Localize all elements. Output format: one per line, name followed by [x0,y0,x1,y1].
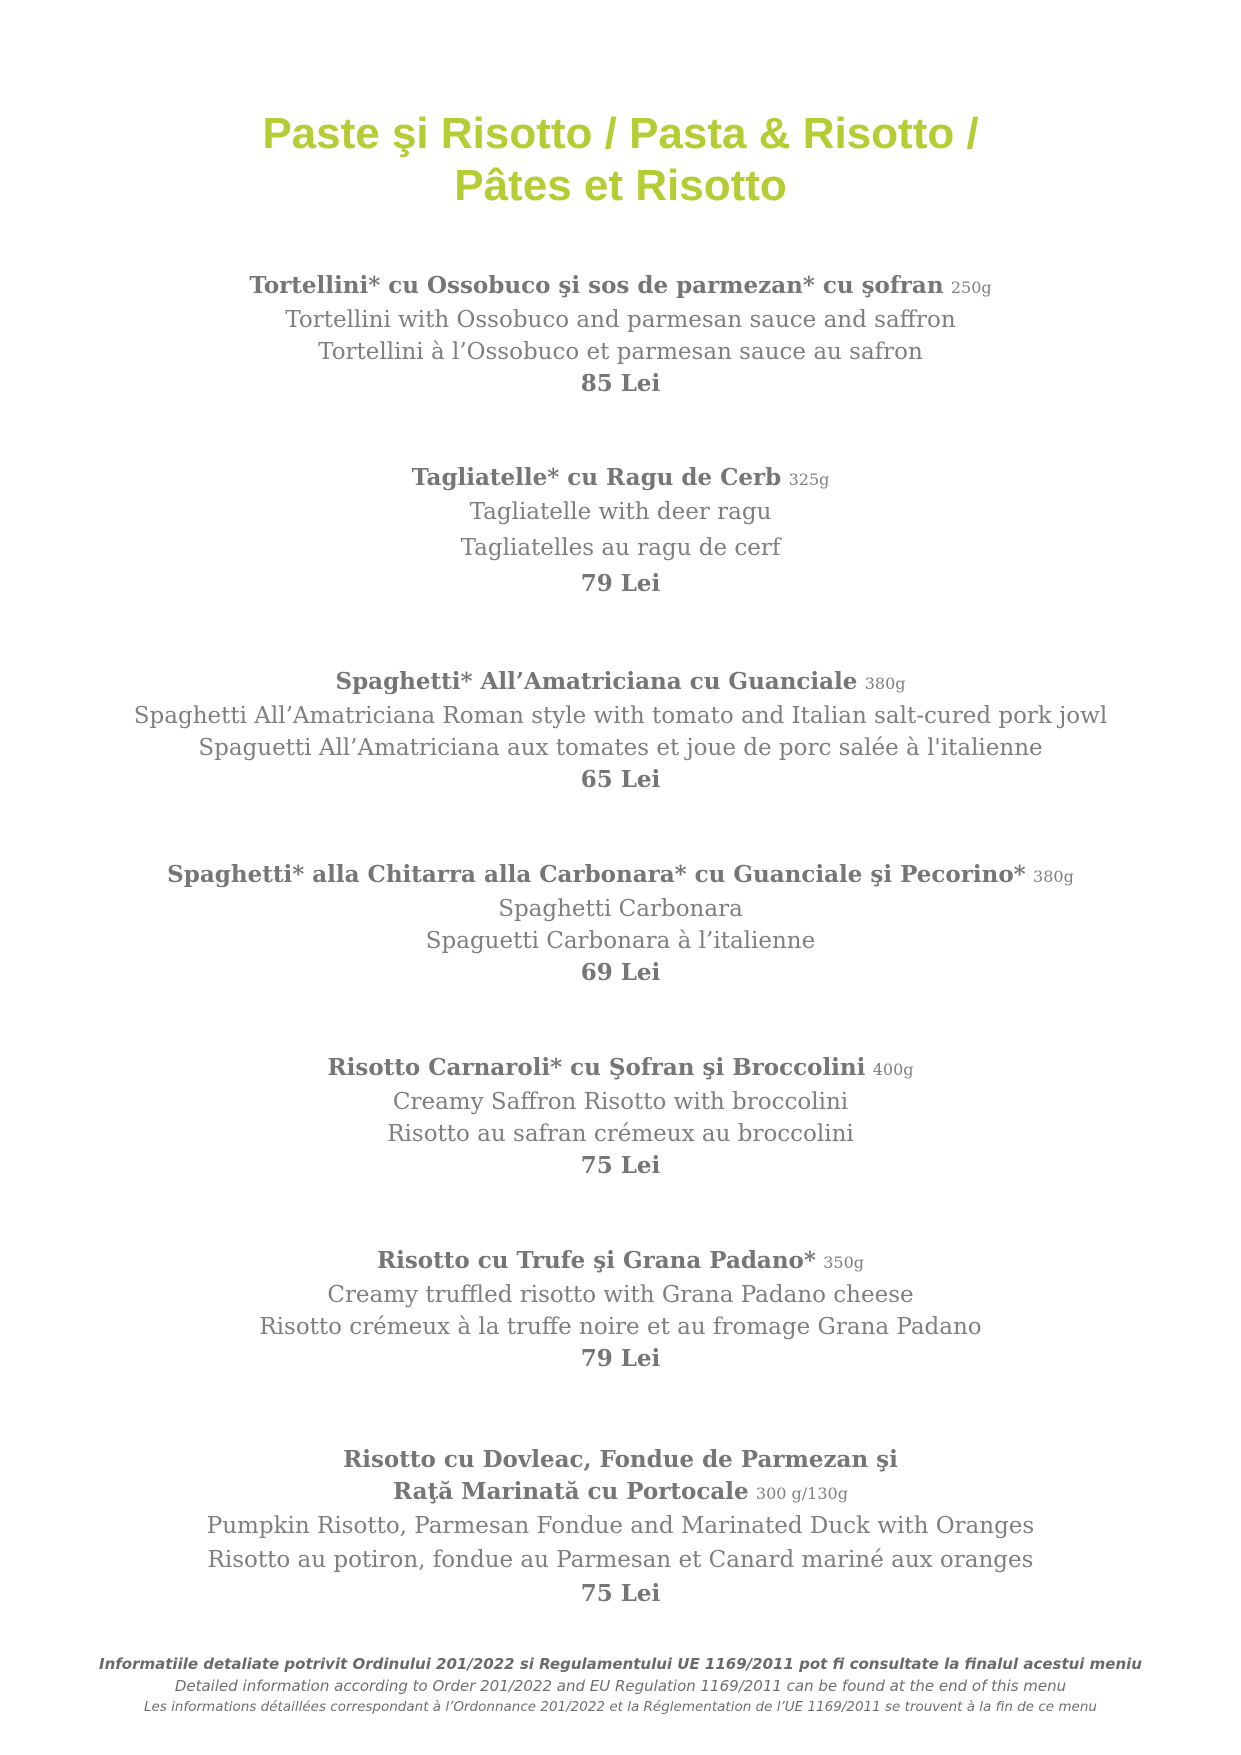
item-name-en: Spaghetti Carbonara [498,896,743,922]
item-name-ro-line-1: Risotto cu Dovleac, Fondue de Parmezan şi [343,1446,898,1473]
item-name-ro: Tagliatelle* cu Ragu de Cerb [411,464,782,491]
item-name-fr: Risotto au potiron, fondue au Parmesan et Canard mariné aux oranges [207,1547,1034,1573]
menu-item-tagliatelle [0,462,1241,600]
page-title [0,108,1241,212]
item-name-fr: Spaguetti All’Amatriciana aux tomates et joue de porc salée à l'italienne [198,735,1043,761]
item-name-en: Spaghetti All’Amatriciana Roman style with tomato and Italian salt-cured pork jowl [133,703,1108,729]
item-price: 75 Lei [580,1152,661,1179]
item-name-ro-line-2: Raţă Marinată cu Portocale [393,1478,749,1505]
item-name-fr: Spaguetti Carbonara à l’italienne [425,928,816,954]
item-name-fr: Risotto crémeux à la truffe noire et au fromage Grana Padano [259,1314,982,1340]
item-name-en: Creamy Saffron Risotto with broccolini [392,1089,849,1115]
item-price: 79 Lei [580,1345,661,1372]
item-name-ro: Spaghetti* alla Chitarra alla Carbonara* cu Guanciale şi Pecorino* [167,861,1026,888]
title-line-1: Paste şi Risotto / Pasta & Risotto / [262,109,979,158]
title-line-2: Pâtes et Risotto [454,161,787,210]
item-weight: 400g [872,1060,914,1079]
item-name-ro: Risotto Carnaroli* cu Şofran şi Broccolini [327,1054,866,1081]
item-name-fr: Tortellini à l’Ossobuco et parmesan sauce au safron [318,339,923,365]
item-name-fr: Risotto au safran crémeux au broccolini [387,1121,854,1147]
item-weight: 380g [864,674,906,693]
item-weight: 250g [950,278,992,297]
menu-item-risotto-pumpkin [0,1444,1241,1610]
item-price: 75 Lei [580,1580,661,1607]
item-name-en: Tagliatelle with deer ragu [469,499,772,525]
footer-note-ro: Informatiile detaliate potrivit Ordinului 201/2022 si Regulamentului UE 1169/2011 pot fi consultate la finalul acestui meniu [99,1655,1142,1673]
item-price: 85 Lei [580,370,661,397]
item-name-en: Tortellini with Ossobuco and parmesan sauce and saffron [285,307,956,333]
item-weight: 300 g/130g [755,1484,848,1503]
item-price: 69 Lei [580,959,661,986]
menu-item-amatriciana [0,666,1241,796]
item-weight: 350g [823,1253,865,1272]
item-name-en: Pumpkin Risotto, Parmesan Fondue and Marinated Duck with Oranges [206,1513,1035,1539]
item-name-fr: Tagliatelles au ragu de cerf [460,535,781,561]
menu-item-tortellini [0,270,1241,400]
item-weight: 380g [1033,867,1074,886]
item-price: 65 Lei [580,766,661,793]
footer-note-en: Detailed information according to Order 201/2022 and EU Regulation 1169/2011 can be found at the end of this menu [174,1677,1067,1695]
item-price: 79 Lei [580,570,661,597]
item-name-ro: Spaghetti* All’Amatriciana cu Guanciale [335,668,858,695]
footer-note-fr: Les informations détaillées correspondant à l’Ordonnance 201/2022 et la Réglementation de l’UE 1169/2011 se trouvent à la fin de ce menu [144,1699,1097,1715]
menu-item-risotto-truffle [0,1245,1241,1375]
legal-footer [0,1653,1241,1717]
item-name-ro: Tortellini* cu Ossobuco şi sos de parmezan* cu şofran [249,272,944,299]
item-name-en: Creamy truffled risotto with Grana Padano cheese [327,1282,914,1308]
menu-item-risotto-saffron [0,1052,1241,1182]
menu-item-carbonara [0,859,1241,989]
item-name-ro: Risotto cu Trufe şi Grana Padano* [376,1247,816,1274]
item-weight: 325g [788,470,830,489]
